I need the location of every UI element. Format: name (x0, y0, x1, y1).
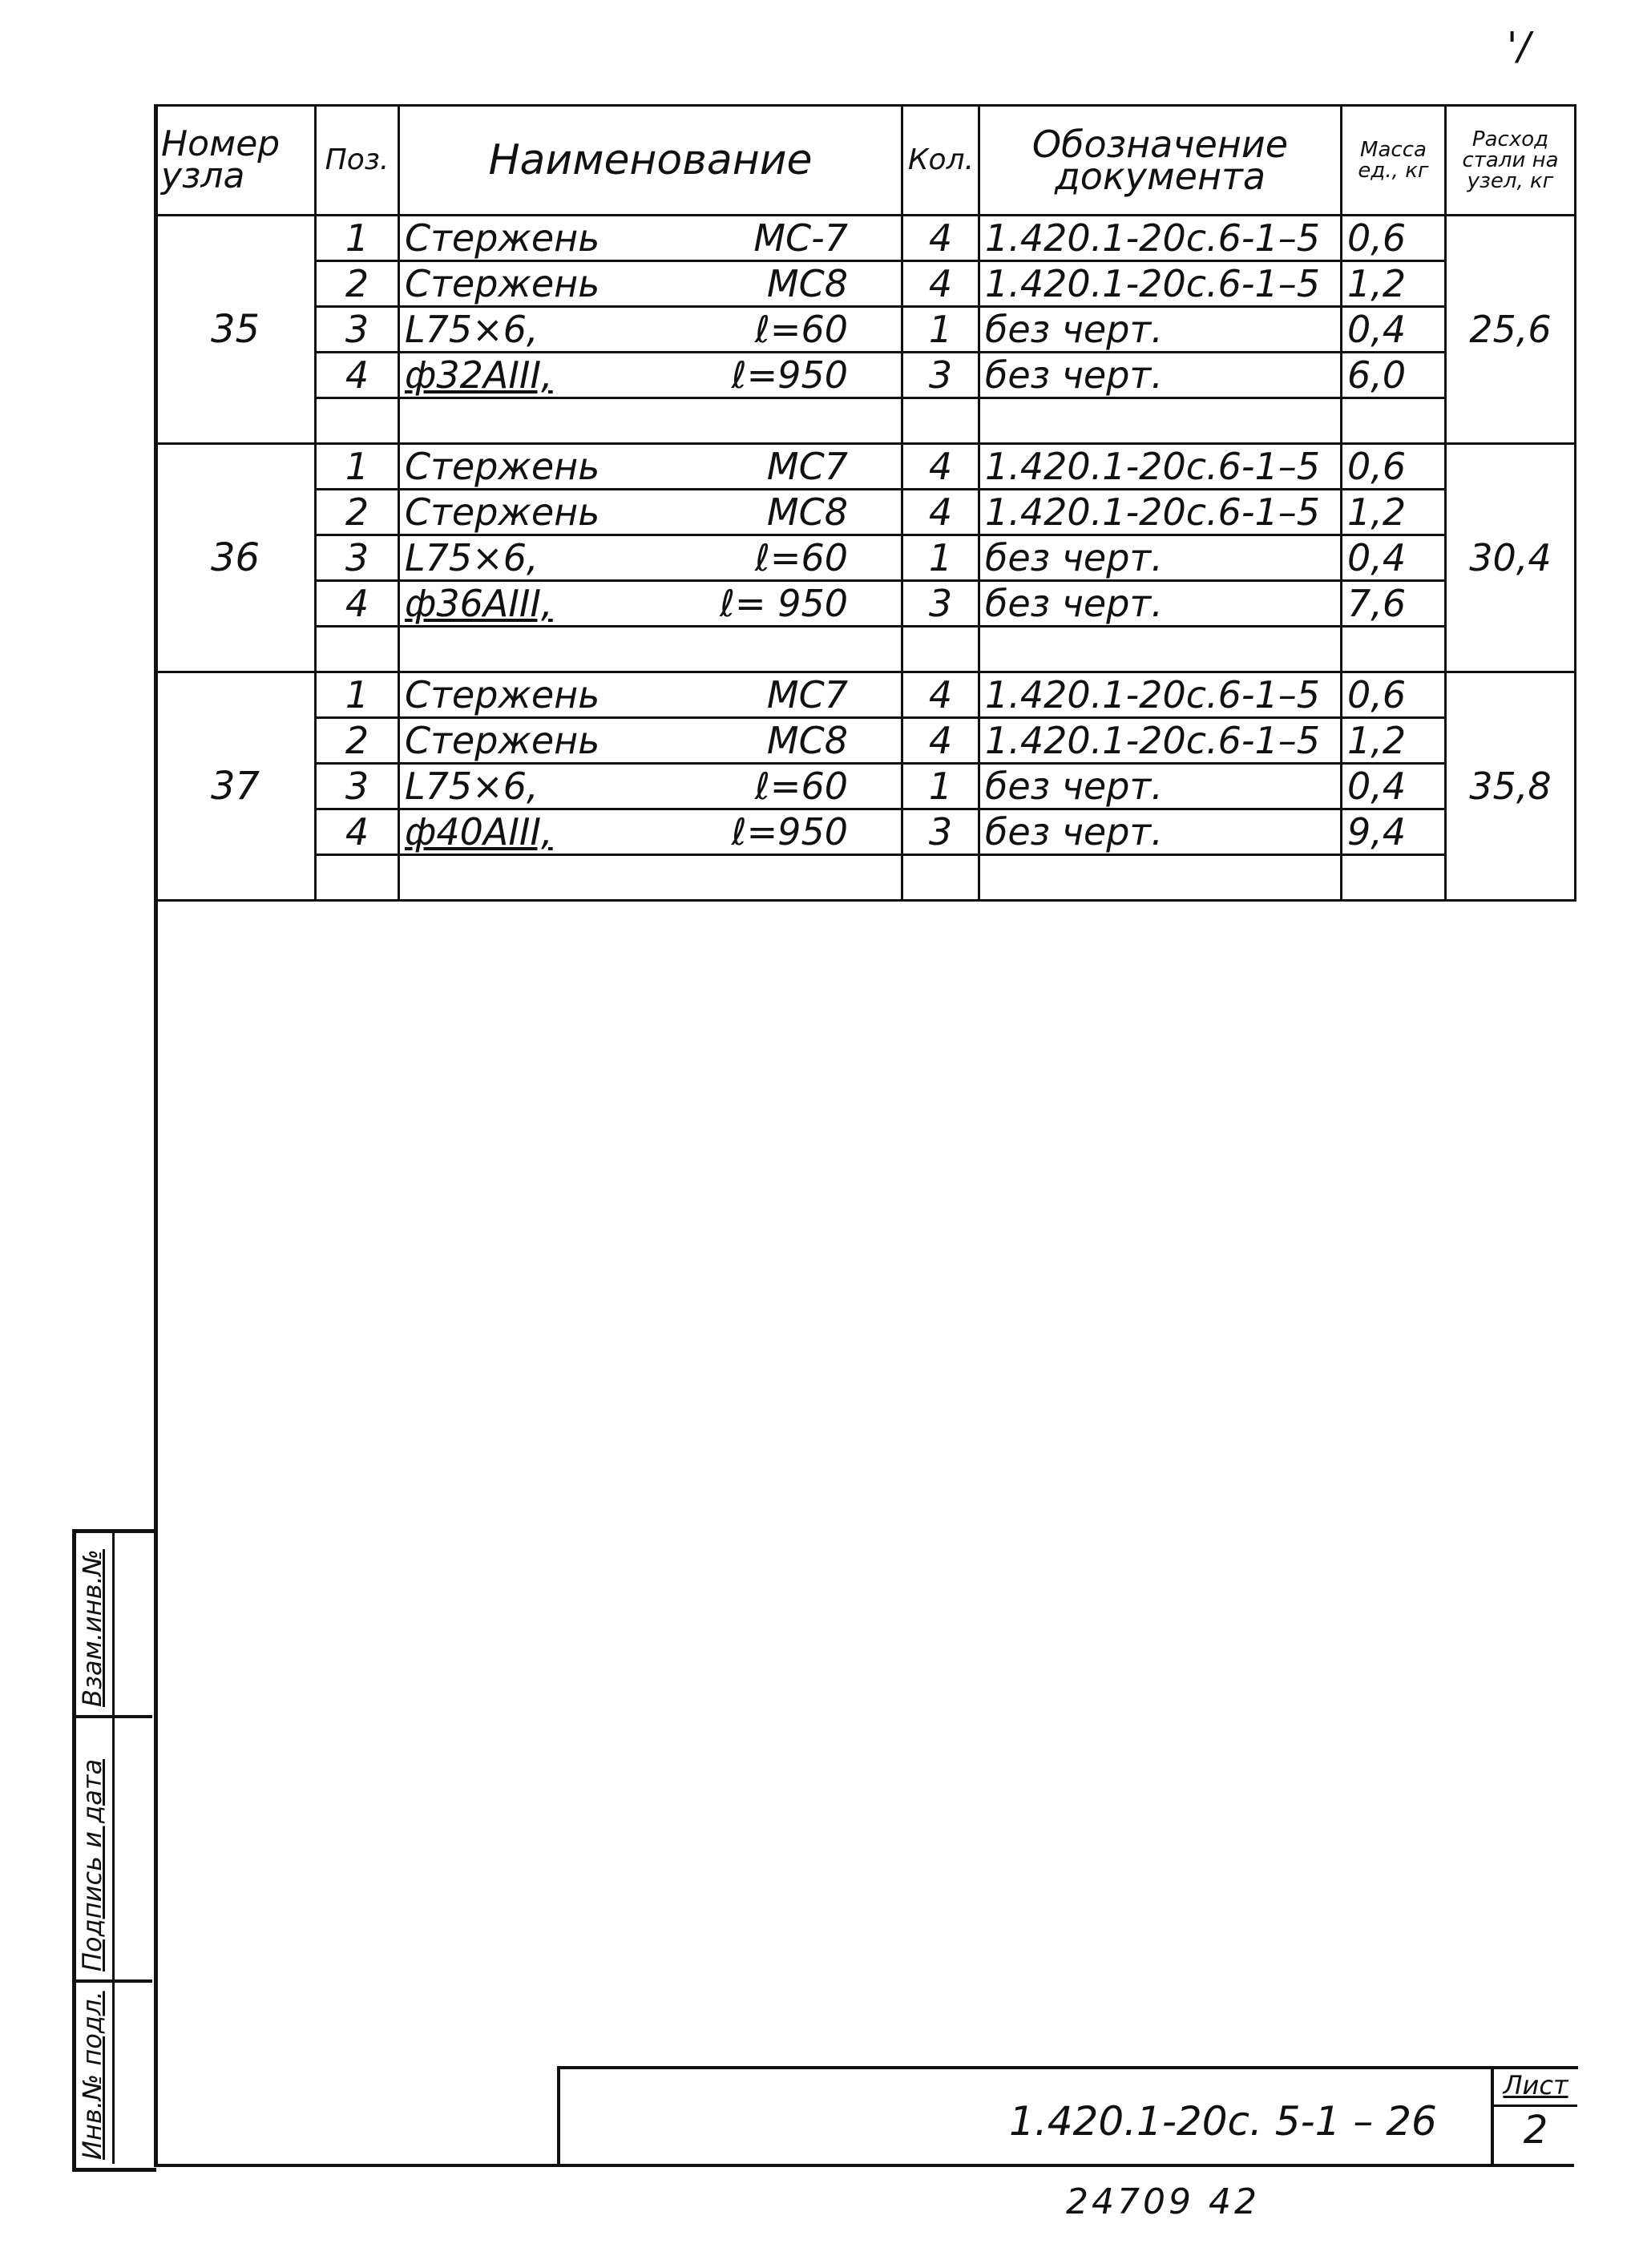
empty-cell (979, 627, 1342, 672)
position-cell: 2 (316, 718, 399, 764)
header-mass: Масса ед., кг (1342, 106, 1446, 216)
unit-mass-cell: 0,4 (1342, 764, 1446, 809)
empty-row (155, 627, 1576, 672)
name-cell (399, 444, 902, 490)
node-number: 36 (155, 444, 316, 672)
sheet-number: 2 (1523, 2108, 1548, 2153)
document-cell: без черт. (979, 764, 1342, 809)
header-row (155, 106, 1576, 216)
item-mark: ℓ=950 (731, 810, 848, 854)
unit-mass-cell: 0,6 (1342, 672, 1446, 718)
empty-cell (979, 855, 1342, 901)
unit-mass-cell: 0,4 (1342, 535, 1446, 581)
quantity-cell: 4 (902, 216, 979, 261)
document-cell: 1.420.1-20с.6-1–5 (979, 261, 1342, 307)
item-name: Стержень (405, 490, 600, 534)
table-row (155, 672, 1576, 718)
unit-mass-cell: 6,0 (1342, 353, 1446, 398)
position-cell: 2 (316, 490, 399, 535)
name-cell (399, 216, 902, 261)
quantity-cell: 3 (902, 581, 979, 627)
steel-total: 30,4 (1446, 444, 1576, 672)
table-row (155, 764, 1576, 809)
table-row (155, 216, 1576, 261)
position-cell: 2 (316, 261, 399, 307)
item-mark: МС-7 (753, 216, 848, 260)
document-cell: 1.420.1-20с.6-1–5 (979, 672, 1342, 718)
item-name: L75×6, (405, 536, 539, 579)
empty-cell (902, 398, 979, 444)
header-name: Наименование (399, 106, 902, 216)
item-mark: МС7 (766, 673, 848, 716)
name-cell (399, 535, 902, 581)
item-mark: МС7 (766, 445, 848, 488)
document-code: 1.420.1-20с. 5-1 – 26 (1009, 2098, 1437, 2145)
empty-cell (902, 855, 979, 901)
item-name: Стержень (405, 673, 600, 716)
unit-mass-cell: 1,2 (1342, 490, 1446, 535)
empty-cell (399, 398, 902, 444)
table-row (155, 535, 1576, 581)
item-mark: МС8 (766, 262, 848, 305)
name-cell (399, 307, 902, 353)
empty-cell (1342, 855, 1446, 901)
quantity-cell: 4 (902, 261, 979, 307)
empty-row (155, 855, 1576, 901)
quantity-cell: 1 (902, 307, 979, 353)
item-name: Стержень (405, 216, 600, 260)
item-name: L75×6, (405, 308, 539, 351)
empty-cell (979, 398, 1342, 444)
corner-mark: '/ (1507, 24, 1531, 69)
unit-mass-cell: 0,6 (1342, 444, 1446, 490)
unit-mass-cell: 9,4 (1342, 809, 1446, 855)
item-mark: ℓ=60 (754, 765, 848, 808)
position-cell: 4 (316, 581, 399, 627)
quantity-cell: 4 (902, 718, 979, 764)
document-cell: без черт. (979, 307, 1342, 353)
header-node: Номер узла (155, 106, 316, 216)
sheet-block (1491, 2066, 1577, 2164)
empty-cell (902, 627, 979, 672)
header-doc: Обозначение документа (979, 106, 1342, 216)
header-qty: Кол. (902, 106, 979, 216)
quantity-cell: 3 (902, 353, 979, 398)
position-cell: 1 (316, 216, 399, 261)
table-row (155, 261, 1576, 307)
item-mark: МС8 (766, 719, 848, 762)
unit-mass-cell: 0,6 (1342, 216, 1446, 261)
item-name: ф40АIII, (405, 810, 553, 854)
name-cell (399, 261, 902, 307)
item-mark: ℓ=950 (731, 353, 848, 397)
footer-code: 24709 42 (1066, 2181, 1260, 2222)
header-pos: Поз. (316, 106, 399, 216)
item-name: L75×6, (405, 765, 539, 808)
quantity-cell: 1 (902, 535, 979, 581)
specification-table (154, 104, 1576, 902)
empty-cell (316, 398, 399, 444)
item-mark: МС8 (766, 490, 848, 534)
position-cell: 1 (316, 444, 399, 490)
quantity-cell: 4 (902, 490, 979, 535)
unit-mass-cell: 1,2 (1342, 261, 1446, 307)
quantity-cell: 4 (902, 672, 979, 718)
name-cell (399, 672, 902, 718)
title-block (557, 2066, 1578, 2167)
position-cell: 3 (316, 307, 399, 353)
empty-cell (1342, 398, 1446, 444)
empty-cell (399, 855, 902, 901)
quantity-cell: 4 (902, 444, 979, 490)
empty-cell (316, 855, 399, 901)
item-mark: ℓ=60 (754, 308, 848, 351)
name-cell (399, 809, 902, 855)
table-row (155, 809, 1576, 855)
node-number: 35 (155, 216, 316, 444)
unit-mass-cell: 0,4 (1342, 307, 1446, 353)
table-row (155, 718, 1576, 764)
unit-mass-cell: 1,2 (1342, 718, 1446, 764)
empty-row (155, 398, 1576, 444)
document-cell: 1.420.1-20с.6-1–5 (979, 490, 1342, 535)
position-cell: 4 (316, 809, 399, 855)
document-cell: 1.420.1-20с.6-1–5 (979, 444, 1342, 490)
item-name: ф32АIII, (405, 353, 553, 397)
name-cell (399, 581, 902, 627)
header-steel: Расход стали на узел, кг (1446, 106, 1576, 216)
empty-cell (399, 627, 902, 672)
position-cell: 3 (316, 535, 399, 581)
document-cell: без черт. (979, 353, 1342, 398)
name-cell (399, 764, 902, 809)
document-cell: без черт. (979, 581, 1342, 627)
item-name: Стержень (405, 719, 600, 762)
empty-cell (316, 627, 399, 672)
position-cell: 4 (316, 353, 399, 398)
side-label-inv-orig: Инв.№ подл. (77, 1991, 107, 2160)
document-cell: без черт. (979, 535, 1342, 581)
item-mark: ℓ=60 (754, 536, 848, 579)
position-cell: 1 (316, 672, 399, 718)
document-cell: 1.420.1-20с.6-1–5 (979, 216, 1342, 261)
item-mark: ℓ= 950 (720, 582, 848, 625)
table-row (155, 581, 1576, 627)
side-label-sign-date: Подпись и дата (77, 1758, 107, 1971)
table-row (155, 353, 1576, 398)
empty-cell (1342, 627, 1446, 672)
quantity-cell: 1 (902, 764, 979, 809)
quantity-cell: 3 (902, 809, 979, 855)
item-name: ф36АIII, (405, 582, 553, 625)
name-cell (399, 353, 902, 398)
unit-mass-cell: 7,6 (1342, 581, 1446, 627)
item-name: Стержень (405, 262, 600, 305)
node-number: 37 (155, 672, 316, 901)
sheet-label: Лист (1494, 2066, 1577, 2107)
name-cell (399, 718, 902, 764)
document-cell: без черт. (979, 809, 1342, 855)
table-row (155, 444, 1576, 490)
steel-total: 25,6 (1446, 216, 1576, 444)
table-row (155, 490, 1576, 535)
item-name: Стержень (405, 445, 600, 488)
table-row (155, 307, 1576, 353)
document-cell: 1.420.1-20с.6-1–5 (979, 718, 1342, 764)
steel-total: 35,8 (1446, 672, 1576, 901)
side-label-replace-inv: Взам.инв.№ (77, 1549, 107, 1707)
position-cell: 3 (316, 764, 399, 809)
name-cell (399, 490, 902, 535)
